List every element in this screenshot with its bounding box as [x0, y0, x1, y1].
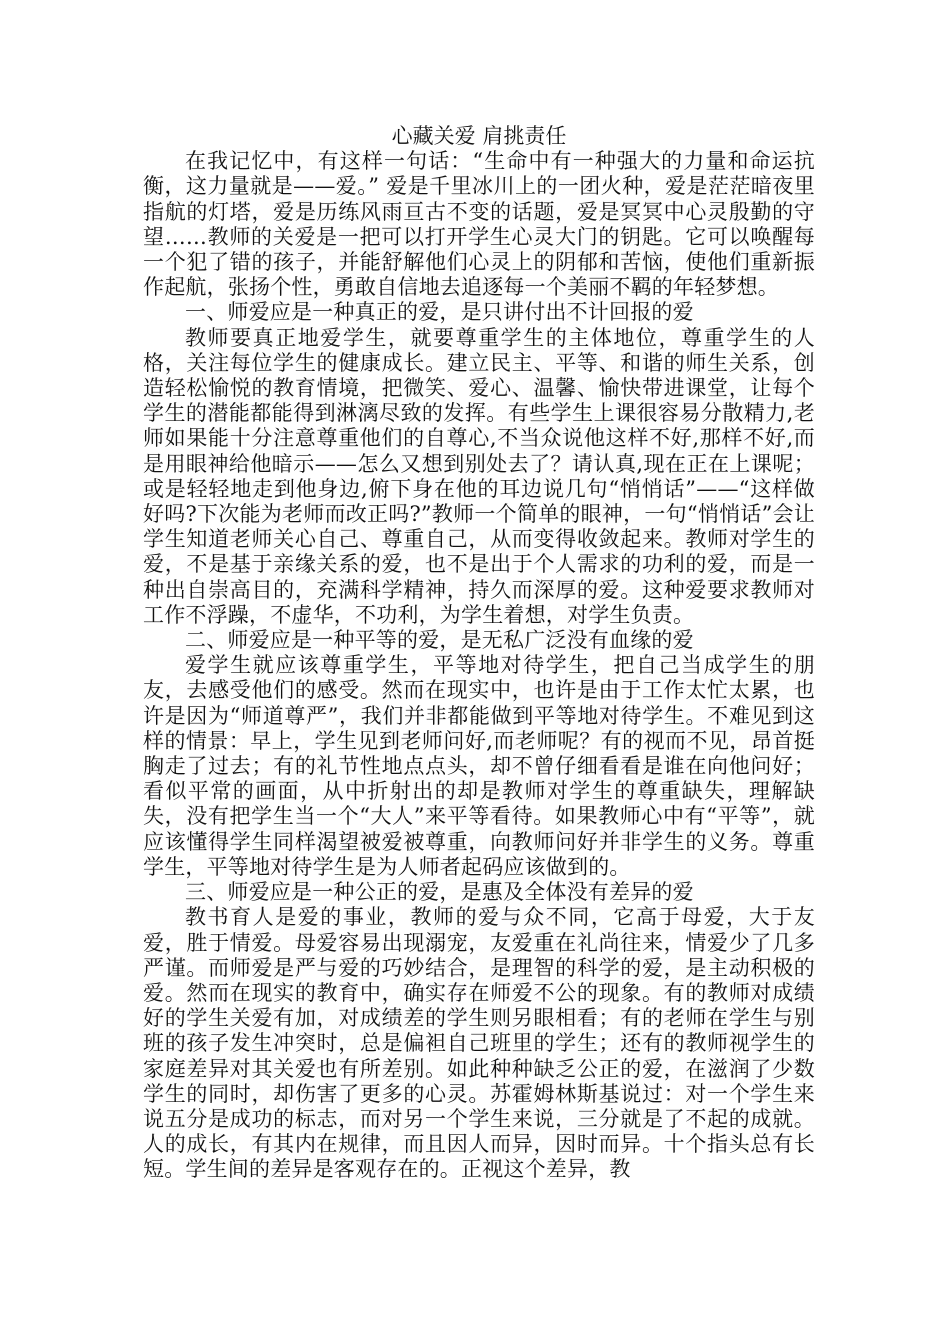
paragraph-section-2: 爱学生就应该尊重学生，平等地对待学生，把自己当成学生的朋友，去感受他们的感受。然而在现实中，也许是由于工作太忙太累，也许是因为“师道尊严”，我们并非都能做到平等地对待学生。不难见到这样的情景：早上，学生见到老师问好,而老师呢？有的视而不见，昂首挺胸走了过去；有的礼节性地点点头，却不曾仔细看看是谁在向他问好；看似平常的画面，从中折射出的却是教师对学生的尊重缺失，理解缺失，没有把学生当一个“大人”来平等看待。如果教师心中有“平等”，就应该懂得学生同样渴望被爱被尊重，向教师问好并非学生的义务。尊重学生，平等地对待学生是为人师者起码应该做到的。: [143, 653, 815, 879]
section-heading-3: 三、师爱应是一种公正的爱，是惠及全体没有差异的爱: [185, 880, 694, 905]
document-body: [143, 124, 815, 1183]
section-heading-1: 一、师爱应是一种真正的爱，是只讲付出不计回报的爱: [185, 300, 694, 325]
paragraph-section-1: 教师要真正地爱学生，就要尊重学生的主体地位，尊重学生的人格，关注每位学生的健康成长。建立民主、平等、和谐的师生关系，创造轻松愉悦的教育情境，把微笑、爱心、温馨、愉快带进课堂，让每个学生的潜能都能得到淋漓尽致的发挥。有些学生上课很容易分散精力,老师如果能十分注意尊重他们的自尊心,不当众说他这样不好,那样不好,而是用眼神给他暗示——怎么又想到别处去了？请认真,现在正在上课呢；或是轻轻地走到他身边,俯下身在他的耳边说几句“悄悄话”——“这样做好吗?下次能为老师而改正吗?”教师一个简单的眼神，一句“悄悄话”会让学生知道老师关心自己、尊重自己，从而变得收敛起来。教师对学生的爱，不是基于亲缘关系的爱，也不是出于个人需求的功利的爱，而是一种出自崇高目的，充满科学精神，持久而深厚的爱。这种爱要求教师对工作不浮躁，不虚华，不功利，为学生着想，对学生负责。: [143, 325, 815, 627]
paragraph-intro: 在我记忆中，有这样一句话：“生命中有一种强大的力量和命运抗衡，这力量就是——爱。” 爱是千里冰川上的一团火种，爱是茫茫暗夜里指航的灯塔，爱是历练风雨亘古不变的话题，爱是冥冥中心灵殷勤的守望……教师的关爱是一把可以打开学生心灵大门的钥匙。它可以唤醒每一个犯了错的孩子，并能舒解他们心灵上的阴郁和苦恼，使他们重新振作起航，张扬个性，勇敢自信地去追逐每一个美丽不羁的年轻梦想。: [143, 149, 815, 300]
document-title: 心藏关爱 肩挑责任: [391, 124, 567, 148]
section-heading-2: 二、师爱应是一种平等的爱，是无私广泛没有血缘的爱: [185, 628, 694, 653]
paragraph-section-3: 教书育人是爱的事业，教师的爱与众不同，它高于母爱，大于友爱，胜于情爱。母爱容易出现溺宠，友爱重在礼尚往来，情爱少了几多严谨。而师爱是严与爱的巧妙结合，是理智的科学的爱，是主动积极的爱。然而在现实的教育中，确实存在师爱不公的现象。有的教师对成绩好的学生关爱有加，对成绩差的学生则另眼相看；有的老师在学生与别班的孩子发生冲突时，总是偏袒自己班里的学生；还有的教师视学生的家庭差异对其关爱也有所差别。如此种种缺乏公正的爱，在滋润了少数学生的同时，却伤害了更多的心灵。苏霍姆林斯基说过：对一个学生来说五分是成功的标志，而对另一个学生来说，三分就是了不起的成就。人的成长，有其内在规律，而且因人而异，因时而异。十个指头总有长短。学生间的差异是客观存在的。正视这个差异，教: [143, 905, 815, 1182]
